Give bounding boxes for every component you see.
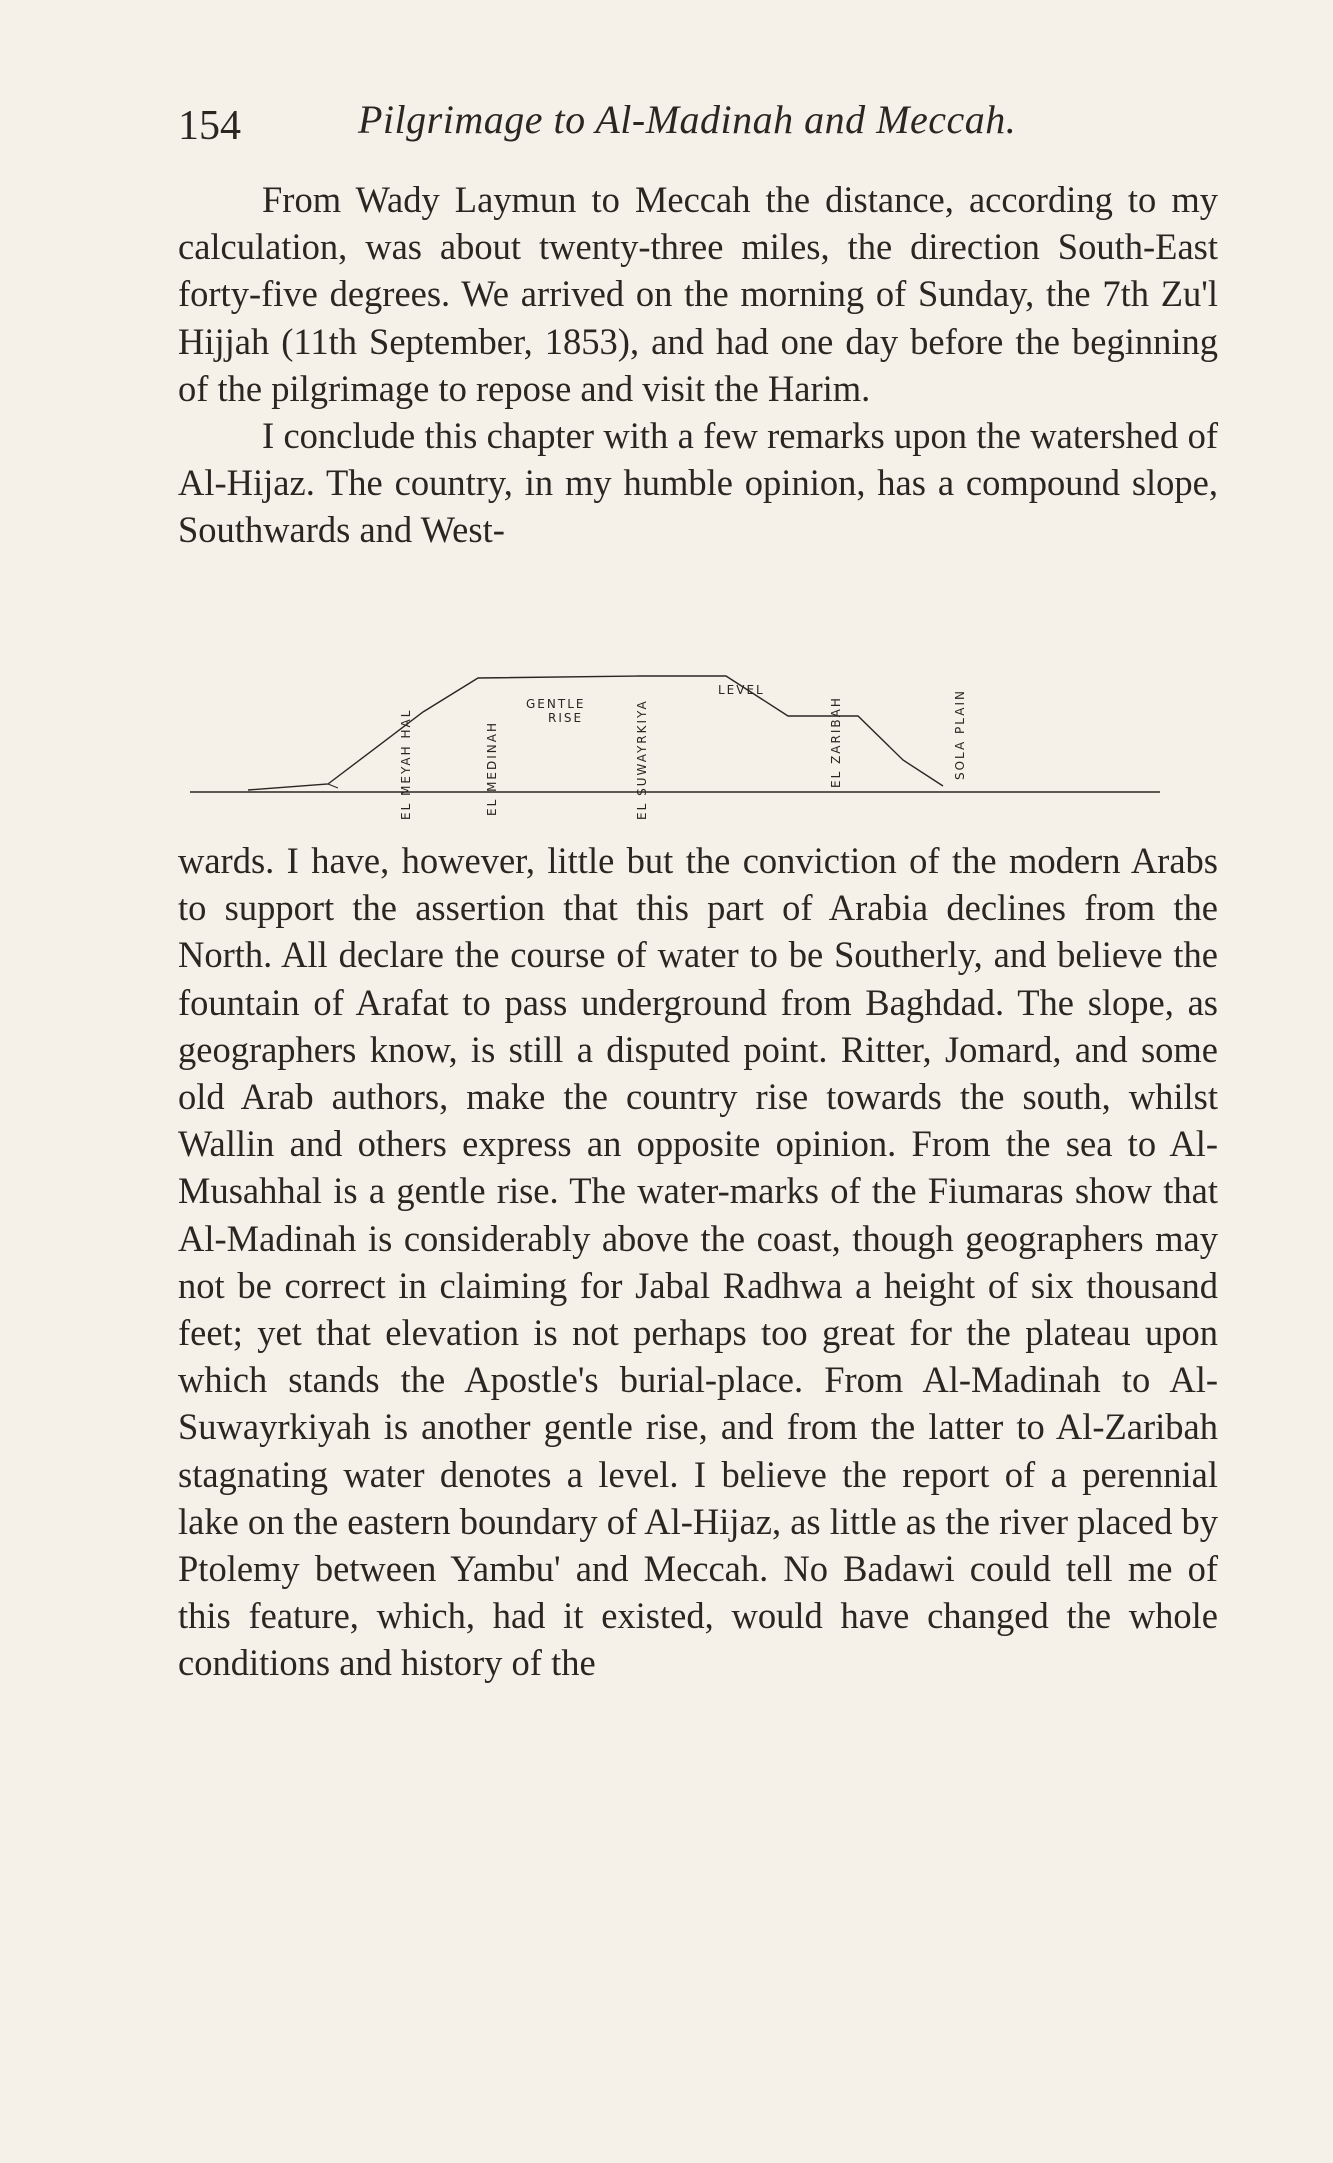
watershed-profile-figure [178, 620, 1178, 840]
text-block-bottom [178, 837, 1218, 1687]
profile-diagram [178, 620, 1178, 840]
page-number: 154 [178, 103, 241, 149]
label-meyaheh: EL MEYAH HAL [399, 708, 413, 820]
hatch [328, 784, 338, 788]
page-header [178, 96, 1178, 156]
label-rise: RISE [548, 711, 584, 725]
running-title: Pilgrimage to Al-Madinah and Meccah. [358, 97, 1017, 142]
paragraph: From Wady Laymun to Meccah the distance, according to my calculation, was about twenty-three miles, the direction South-East forty-five degrees. We arrived on the morning of Sunday, the 7th Zu'l Hijjah (11th September, 1853), and had one day before the beginning of the pilgrimage to repose and visit the Harim. [178, 179, 1218, 409]
paragraph: wards. I have, however, little but the conviction of the modern Arabs to support the assertion that this part of Arabia declines from the North. All declare the course of water to be Southerly, and believe the fountain of Arafat to pass underground from Baghdad. The slope, as geographers know, is still a disputed point. Ritter, Jomard, and some old Arab authors, make the country rise towards the south, whilst Wallin and others express an opposite opinion. From the sea to Al-Musahhal is a gentle rise. The water-marks of the Fiumaras show that Al-Madinah is considerably above the coast, though geographers may not be correct in claiming for Jabal Radhwa a height of six thousand feet; yet that elevation is not perhaps too great for the plateau upon which stands the Apostle's burial-place. From Al-Madinah to Al-Suwayrkiyah is another gentle rise, and from the latter to Al-Zaribah stagnating water denotes a level. I believe the report of a perennial lake on the eastern boundary of Al-Hijaz, as little as the river placed by Ptolemy between Yambu' and Meccah. No Badawi could tell me of this feature, which, had it existed, would have changed the whole conditions and history of the [178, 840, 1218, 1684]
paragraph: I conclude this chapter with a few remarks upon the watershed of Al-Hijaz. The country, in my humble opinion, has a compound slope, Southwards and West- [178, 415, 1218, 551]
label-zaribah: EL ZARIBAH [829, 696, 843, 788]
label-medinah: EL MEDINAH [485, 720, 499, 816]
label-level: LEVEL [718, 683, 765, 697]
label-gentle: GENTLE [526, 697, 586, 711]
label-suwayrkiya: EL SUWAYRKIYA [635, 699, 649, 820]
label-plain: SOLA PLAIN [953, 689, 967, 780]
text-block-top [178, 176, 1218, 554]
